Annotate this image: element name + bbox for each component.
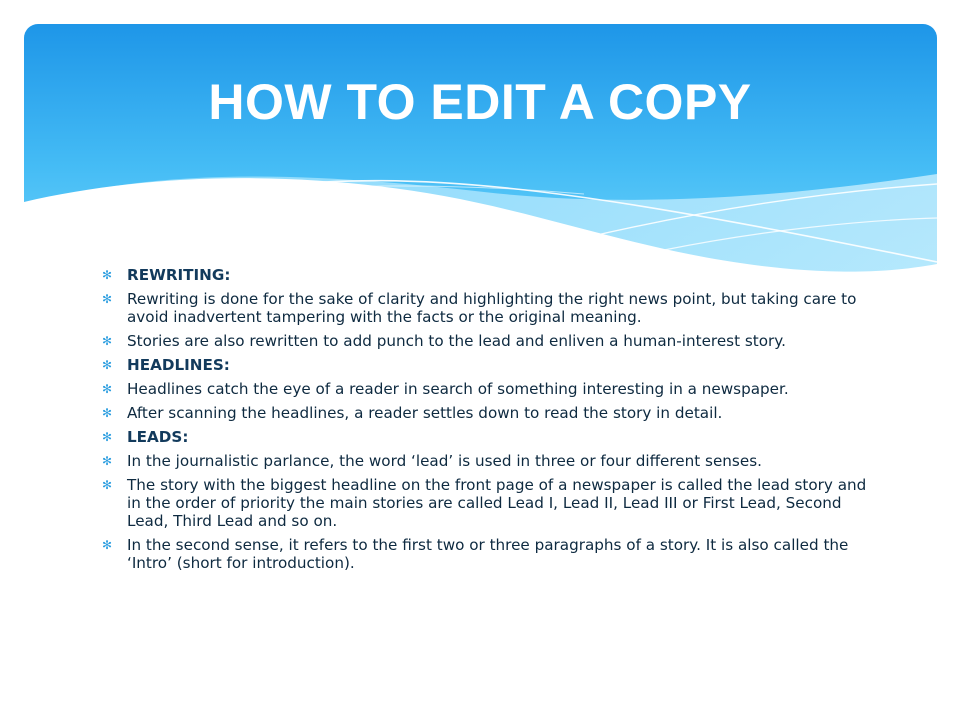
list-item (100, 536, 880, 572)
list-item-text: Rewriting is done for the sake of clarity and highlighting the right news point, but taking care to avoid inadvertent tampering with the facts or the original meaning. (127, 290, 857, 326)
list-item-text: HEADLINES: (127, 356, 230, 374)
bullet-icon: ✻ (102, 382, 113, 396)
bullet-icon: ✻ (102, 292, 113, 306)
list-item (100, 332, 880, 350)
wave-decoration (24, 24, 937, 284)
list-item (100, 380, 880, 398)
title-banner (24, 24, 937, 284)
list-item-text: The story with the biggest headline on the front page of a newspaper is called the lead story and in the order of priority the main stories are called Lead I, Lead II, Lead III or First Lead, Second Lead, Third Lead and so on. (127, 476, 867, 530)
bullet-icon: ✻ (102, 268, 113, 282)
bullet-icon: ✻ (102, 358, 113, 372)
list-item-heading-leads (100, 428, 880, 446)
list-item-heading-headlines (100, 356, 880, 374)
list-item (100, 452, 880, 470)
bullet-icon: ✻ (102, 406, 113, 420)
list-item-text: Headlines catch the eye of a reader in search of something interesting in a newspaper. (127, 380, 789, 398)
list-item-text: After scanning the headlines, a reader settles down to read the story in detail. (127, 404, 723, 422)
list-item-text: Stories are also rewritten to add punch to the lead and enliven a human-interest story. (127, 332, 786, 350)
list-item-text: In the journalistic parlance, the word ‘lead’ is used in three or four different senses. (127, 452, 762, 470)
bullet-icon: ✻ (102, 430, 113, 444)
list-item-heading-rewriting (100, 266, 880, 284)
list-item (100, 404, 880, 422)
list-item (100, 290, 880, 326)
bullet-icon: ✻ (102, 334, 113, 348)
bullet-icon: ✻ (102, 454, 113, 468)
list-item (100, 476, 880, 530)
slide-title: HOW TO EDIT A COPY (208, 74, 752, 130)
list-item-text: REWRITING: (127, 266, 231, 284)
list-item-text: LEADS: (127, 428, 189, 446)
bullet-icon: ✻ (102, 538, 113, 552)
bullet-icon: ✻ (102, 478, 113, 492)
bullet-list (100, 266, 880, 578)
list-item-text: In the second sense, it refers to the first two or three paragraphs of a story. It is also called the ‘Intro’ (short for introduction). (127, 536, 849, 572)
